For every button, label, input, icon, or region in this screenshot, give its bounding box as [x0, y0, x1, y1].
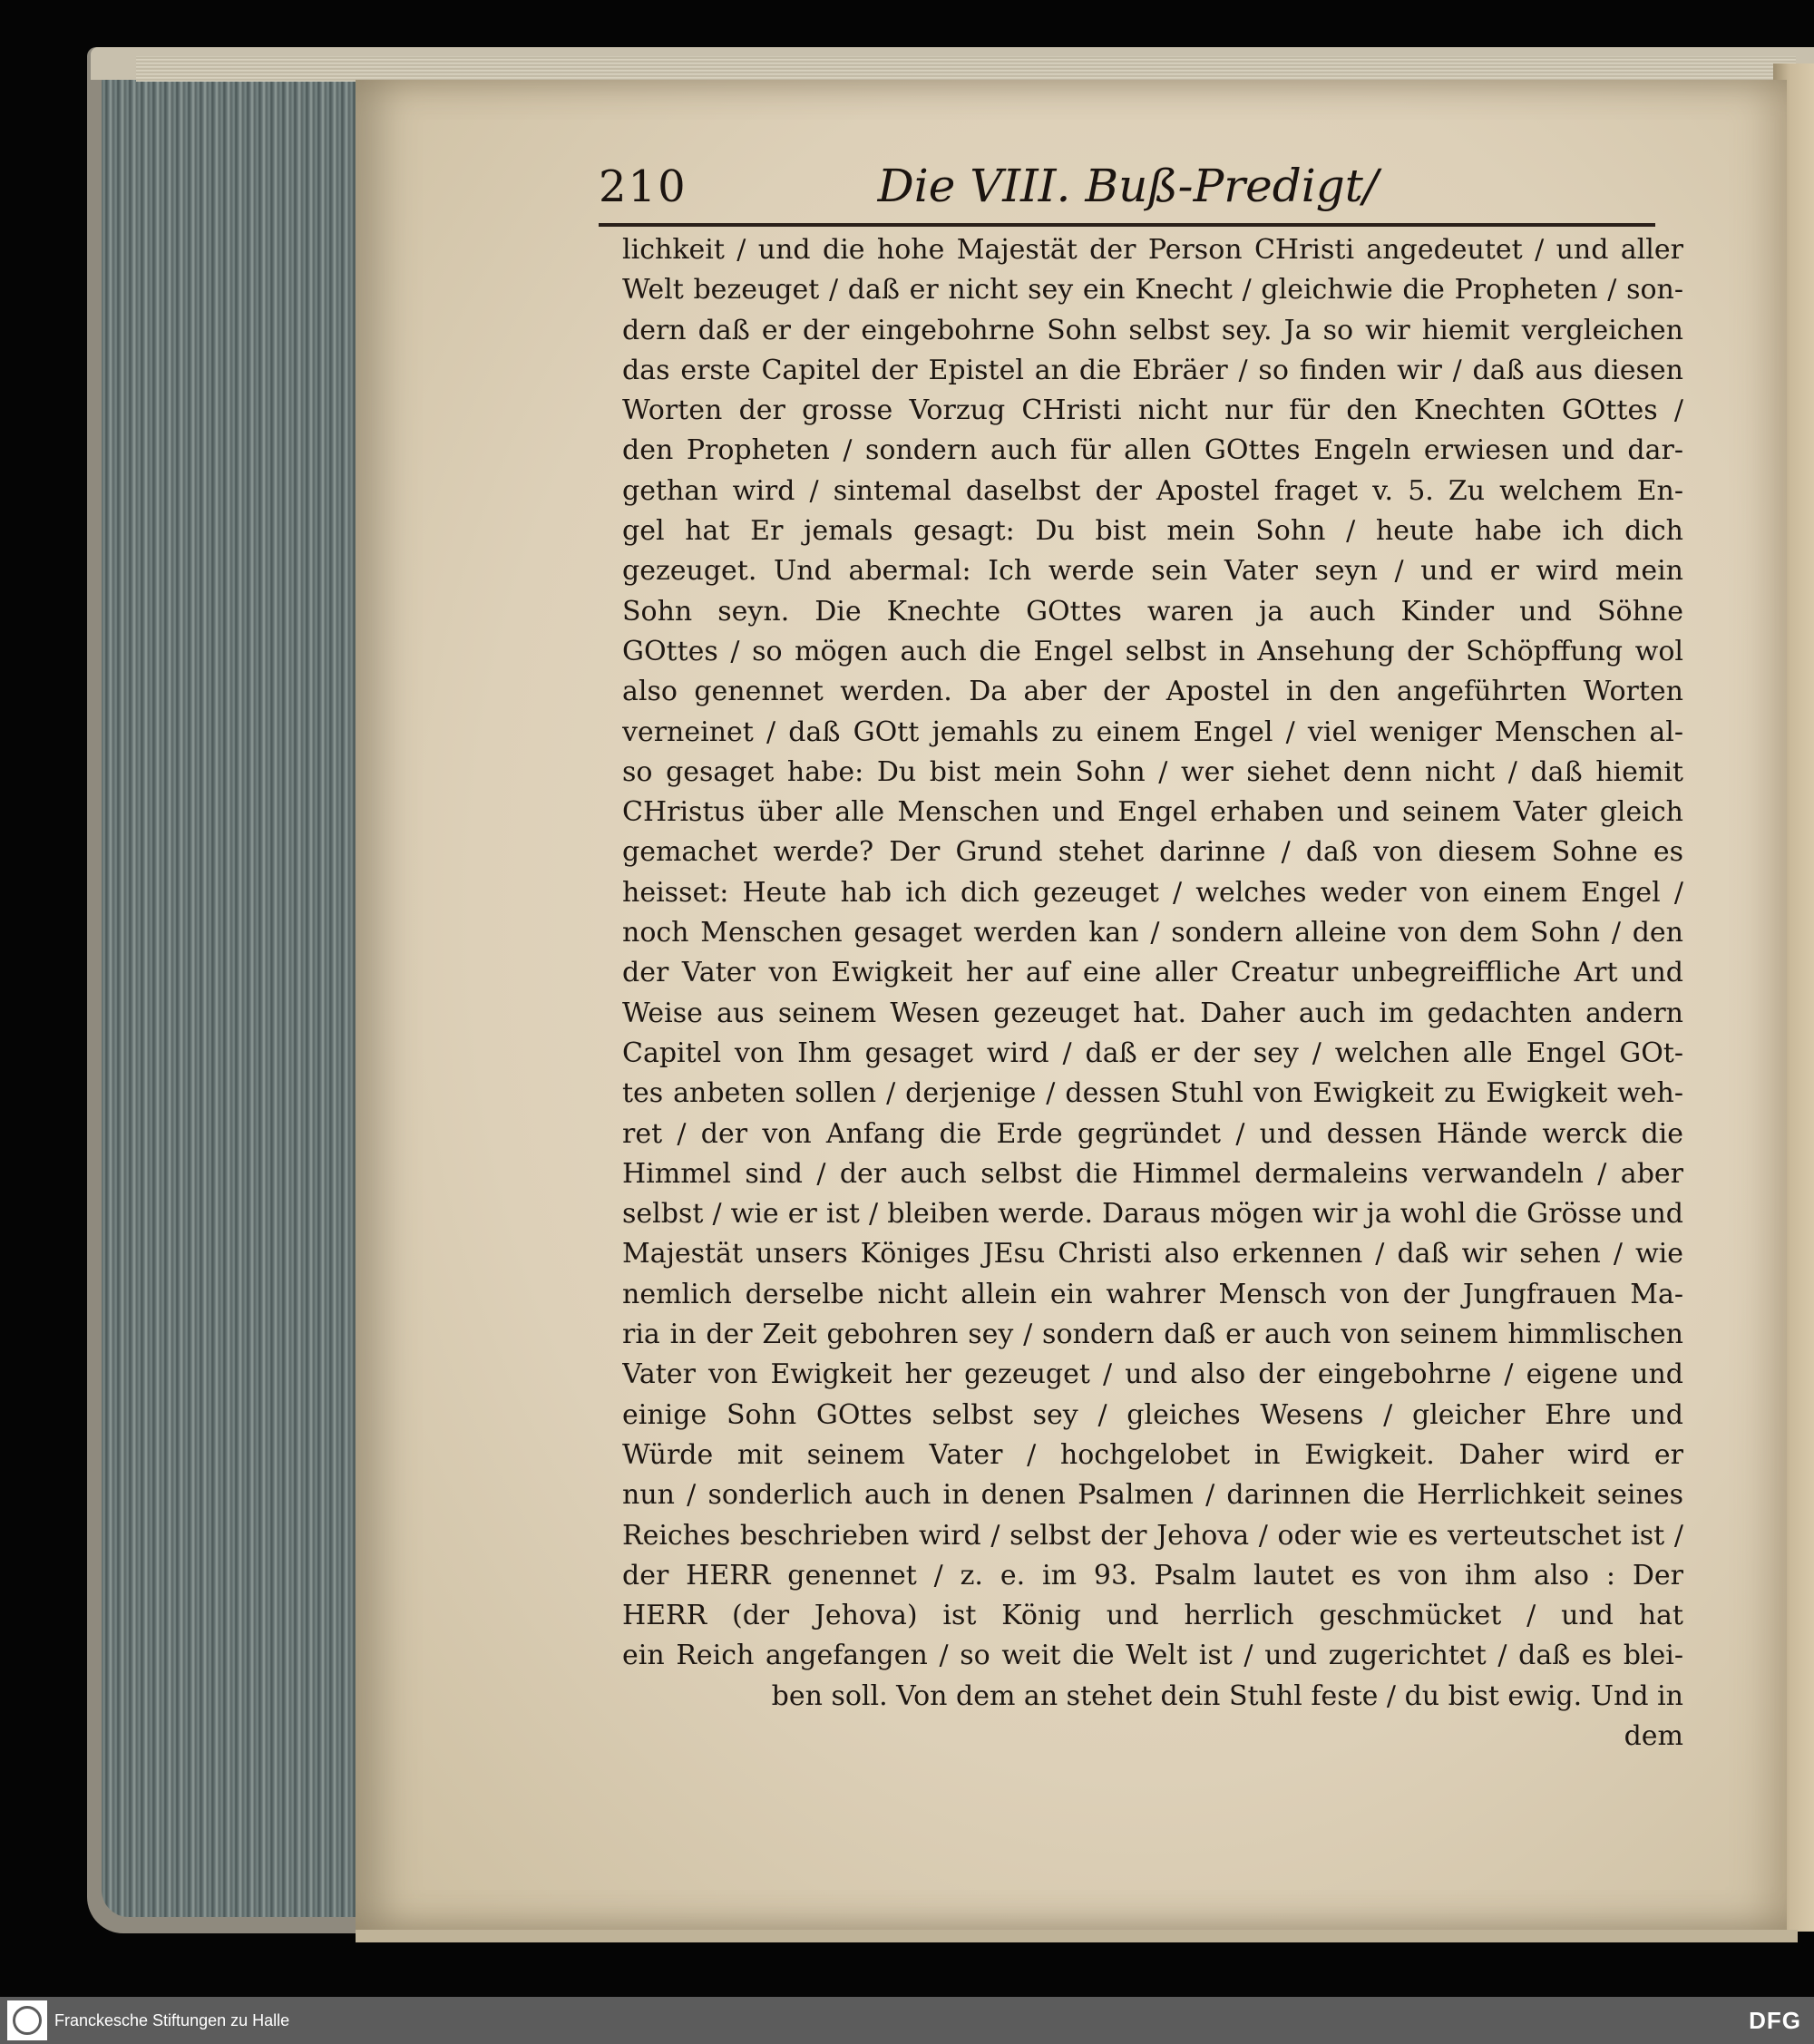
page-number: 210 [599, 161, 688, 212]
text-line: HERR (der Jehova) ist König und herrlich geschmücket / und hat [622, 1600, 1683, 1632]
page-header [599, 160, 1655, 212]
text-line: nun / sonderlich auch in denen Psalmen / darinnen die Herrlichkeit seines [622, 1479, 1683, 1512]
text-line: gezeuget. Und abermal: Ich werde sein Vater seyn / und er wird mein [622, 555, 1683, 588]
text-line: Sohn seyn. Die Knechte GOttes waren ja auch Kinder und Söhne [622, 595, 1683, 628]
text-line: das erste Capitel der Epistel an die Ebräer / so finden wir / daß aus diesen [622, 354, 1683, 386]
text-line: der Vater von Ewigkeit her auf eine aller Creatur unbegreiffliche Art und [622, 957, 1683, 989]
text-line: ria in der Zeit gebohren sey / sondern daß er auch von seinem himmlischen [622, 1319, 1683, 1351]
running-head: Die VIII. Buß-Predigt/ [877, 160, 1379, 212]
text-line: Himmel sind / der auch selbst die Himmel dermaleins verwandeln / aber [622, 1157, 1683, 1190]
text-line: gethan wird / sintemal daselbst der Apostel fraget v. 5. Zu welchem En- [622, 474, 1683, 507]
text-line: ret / der von Anfang die Erde gegründet / und dessen Hände werck die [622, 1117, 1683, 1150]
text-line: Würde mit seinem Vater / hochgelobet in Ewigkeit. Daher wird er [622, 1438, 1683, 1471]
text-line: heisset: Heute hab ich dich gezeuget / welches weder von einem Engel / [622, 876, 1683, 909]
text-line: Reiches beschrieben wird / selbst der Jehova / oder wie es verteutschet ist / [622, 1519, 1683, 1552]
text-line: den Propheten / sondern auch für allen GOttes Engeln erwiesen und dar- [622, 434, 1683, 467]
text-line: so gesaget habe: Du bist mein Sohn / wer siehet denn nicht / daß hiemit [622, 755, 1683, 788]
page-text [622, 230, 1683, 1757]
book-top-edge [136, 56, 1796, 82]
text-line: gel hat Er jemals gesagt: Du bist mein Sohn / heute habe ich dich [622, 515, 1683, 548]
page-stack-edge [102, 76, 356, 1917]
text-line: verneinet / daß GOtt jemahls zu einem Engel / viel weniger Menschen al- [622, 715, 1683, 748]
text-line: Weise aus seinem Wesen gezeuget hat. Daher auch im gedachten andern [622, 997, 1683, 1029]
dfg-logo[interactable]: DFG [1749, 2007, 1801, 2034]
text-line: Capitel von Ihm gesaget wird / daß er der sey / welchen alle Engel GOt- [622, 1037, 1683, 1069]
logo-mark [13, 2006, 42, 2035]
text-line: Worten der grosse Vorzug CHristi nicht nur für den Knechten GOttes / [622, 394, 1683, 427]
viewer-footer [0, 1997, 1814, 2044]
institution-logo-icon[interactable] [7, 2000, 47, 2040]
text-line: also genennet werden. Da aber der Apostel in den angeführten Worten [622, 676, 1683, 708]
text-line: noch Menschen gesaget werden kan / sondern alleine von dem Sohn / den [622, 917, 1683, 949]
text-line: Majestät unsers Königes JEsu Christi also erkennen / daß wir sehen / wie [622, 1238, 1683, 1270]
page-bottom-leaf [356, 1930, 1798, 1942]
text-line: ein Reich angefangen / so weit die Welt ist / und zugerichtet / daß es blei- [622, 1640, 1683, 1672]
text-line: der HERR genennet / z. e. im 93. Psalm lautet es von ihm also : Der [622, 1559, 1683, 1591]
text-line: ben soll. Von dem an stehet dein Stuhl feste / du bist ewig. Und in [771, 1679, 1683, 1712]
text-line: GOttes / so mögen auch die Engel selbst in Ansehung der Schöpffung wol [622, 635, 1683, 667]
text-line: gemachet werde? Der Grund stehet darinne / daß von diesem Sohne es [622, 836, 1683, 869]
text-line: Welt bezeuget / daß er nicht sey ein Knecht / gleichwie die Propheten / son- [622, 274, 1683, 307]
text-line: einige Sohn GOttes selbst sey / gleiches Wesens / gleicher Ehre und [622, 1398, 1683, 1431]
institution-name[interactable]: Franckesche Stiftungen zu Halle [54, 2011, 290, 2029]
header-rule [599, 223, 1655, 227]
text-line: lichkeit / und die hohe Majestät der Person CHristi angedeutet / und aller [622, 234, 1683, 266]
text-line: Vater von Ewigkeit her gezeuget / und also der eingebohrne / eigene und [622, 1358, 1683, 1391]
text-line: dern daß er der eingebohrne Sohn selbst sey. Ja so wir hiemit vergleichen [622, 314, 1683, 346]
text-line: CHristus über alle Menschen und Engel erhaben und seinem Vater gleich [622, 796, 1683, 829]
text-line: tes anbeten sollen / derjenige / dessen Stuhl von Ewigkeit zu Ewigkeit weh- [622, 1077, 1683, 1110]
catchword: dem [1624, 1719, 1683, 1752]
text-line: nemlich derselbe nicht allein ein wahrer Mensch von der Jungfrauen Ma- [622, 1278, 1683, 1310]
text-line: selbst / wie er ist / bleiben werde. Daraus mögen wir ja wohl die Grösse und [622, 1198, 1683, 1231]
